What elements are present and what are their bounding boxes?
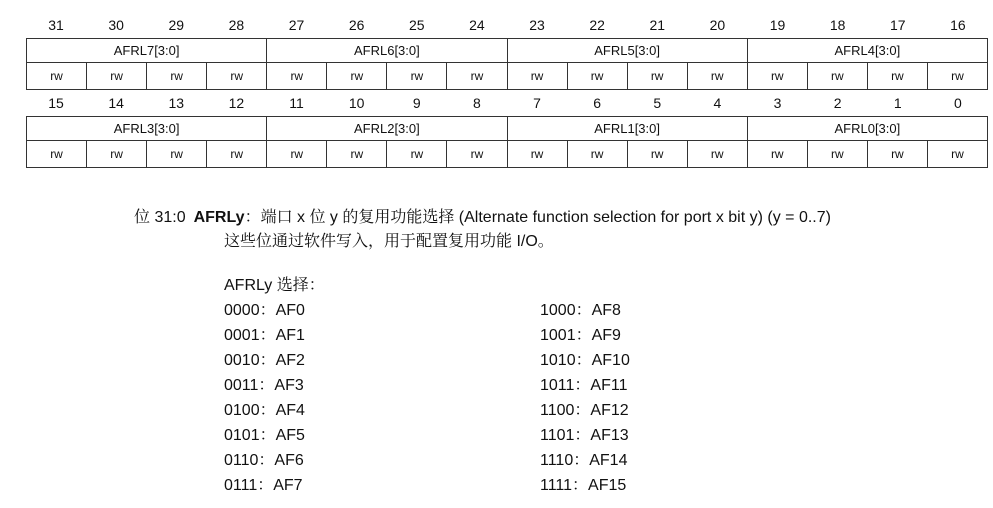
field-cell: AFRL2[3:0] xyxy=(267,116,507,140)
bit-number: 16 xyxy=(950,17,966,33)
access-cell: rw xyxy=(147,140,207,167)
selection-item: 1110：AF14 xyxy=(540,452,628,469)
bit-number: 8 xyxy=(473,95,481,111)
field-cell: AFRL4[3:0] xyxy=(748,38,988,62)
bit-number: 27 xyxy=(288,17,305,33)
selection-item: 1000：AF8 xyxy=(540,302,621,319)
access-cell: rw xyxy=(748,62,808,89)
access-cell: rw xyxy=(568,140,628,167)
access-cell: rw xyxy=(748,140,808,167)
bit-number: 30 xyxy=(108,17,124,33)
access-cell: rw xyxy=(87,62,147,89)
access-cell: rw xyxy=(327,62,387,89)
field-cell: AFRL1[3:0] xyxy=(508,116,748,140)
field-cell: AFRL5[3:0] xyxy=(508,38,748,62)
description-title: ：端口 x 位 y 的复用功能选择 (Alternate function selection for port x bit y) (y = 0..7) xyxy=(244,209,831,226)
bit-number: 7 xyxy=(533,95,541,111)
bit-number: 13 xyxy=(168,95,185,111)
upper-bit-numbers xyxy=(26,12,988,38)
selection-item: 1001：AF9 xyxy=(540,327,621,344)
selection-item: 0000：AF0 xyxy=(224,302,305,319)
field-cell: AFRL7[3:0] xyxy=(27,38,267,62)
access-cell: rw xyxy=(387,62,447,89)
access-cell: rw xyxy=(447,140,507,167)
bit-number: 17 xyxy=(890,17,906,33)
bit-number: 11 xyxy=(289,95,304,111)
selection-item: 0100：AF4 xyxy=(224,402,305,419)
bit-number: 24 xyxy=(469,17,485,33)
access-cell: rw xyxy=(27,62,87,89)
selection-table xyxy=(224,273,856,498)
selection-item: 1111：AF15 xyxy=(540,477,627,494)
selection-item: 1010：AF10 xyxy=(540,352,630,369)
access-cell: rw xyxy=(808,140,868,167)
access-cell: rw xyxy=(868,62,928,89)
access-cell: rw xyxy=(267,140,327,167)
lower-fields-row xyxy=(26,116,988,140)
access-cell: rw xyxy=(207,140,267,167)
field-cell: AFRL0[3:0] xyxy=(748,116,988,140)
selection-item: 0011：AF3 xyxy=(224,377,304,394)
access-cell: rw xyxy=(387,140,447,167)
access-cell: rw xyxy=(628,62,688,89)
selection-left-column xyxy=(224,298,540,498)
access-cell: rw xyxy=(87,140,147,167)
bit-number: 10 xyxy=(348,95,365,111)
selection-item: 1011：AF11 xyxy=(540,377,628,394)
bit-number: 0 xyxy=(954,95,962,111)
bit-number: 22 xyxy=(589,17,605,33)
selection-right-column xyxy=(540,298,856,498)
field-name: AFRLy xyxy=(193,209,245,226)
bit-number: 21 xyxy=(649,17,666,33)
lower-bit-numbers xyxy=(26,90,988,116)
selection-item: 1101：AF13 xyxy=(540,427,629,444)
bit-number: 29 xyxy=(168,17,185,33)
access-cell: rw xyxy=(27,140,87,167)
access-cell: rw xyxy=(808,62,868,89)
access-cell: rw xyxy=(688,62,748,89)
bit-number: 12 xyxy=(228,95,245,111)
selection-item: 0111：AF7 xyxy=(224,477,303,494)
field-description xyxy=(134,207,831,250)
selection-item: 0001：AF1 xyxy=(224,327,305,344)
bit-number: 15 xyxy=(48,95,64,111)
bit-number: 23 xyxy=(529,17,545,33)
bit-number: 4 xyxy=(713,95,722,111)
access-cell: rw xyxy=(267,62,327,89)
access-cell: rw xyxy=(147,62,207,89)
selection-title: AFRLy 选择： xyxy=(224,277,325,294)
access-cell: rw xyxy=(508,62,568,89)
lower-access-row xyxy=(26,140,988,168)
access-cell: rw xyxy=(508,140,568,167)
bit-number: 6 xyxy=(593,95,602,111)
access-cell: rw xyxy=(327,140,387,167)
access-cell: rw xyxy=(628,140,688,167)
access-cell: rw xyxy=(447,62,507,89)
bit-number: 3 xyxy=(773,95,782,111)
upper-fields-row xyxy=(26,38,988,62)
field-cell: AFRL6[3:0] xyxy=(267,38,507,62)
selection-item: 0110：AF6 xyxy=(224,452,304,469)
bit-number: 31 xyxy=(48,17,64,33)
field-cell: AFRL3[3:0] xyxy=(27,116,267,140)
access-cell: rw xyxy=(568,62,628,89)
bit-range: 位 31:0 xyxy=(134,209,186,226)
selection-item: 0010：AF2 xyxy=(224,352,305,369)
upper-access-row xyxy=(26,62,988,90)
bit-number: 1 xyxy=(893,95,902,111)
bit-number: 20 xyxy=(709,17,726,33)
bit-number: 25 xyxy=(409,17,425,33)
bit-number: 26 xyxy=(348,17,365,33)
access-cell: rw xyxy=(207,62,267,89)
description-body: 这些位通过软件写入，用于配置复用功能 I/O。 xyxy=(224,233,554,250)
bit-number: 9 xyxy=(412,95,421,111)
bit-number: 2 xyxy=(833,95,842,111)
bit-number: 18 xyxy=(829,17,846,33)
bit-number: 19 xyxy=(769,17,786,33)
register-map xyxy=(26,12,988,168)
access-cell: rw xyxy=(928,140,988,167)
selection-item: 1100：AF12 xyxy=(540,402,629,419)
selection-item: 0101：AF5 xyxy=(224,427,305,444)
access-cell: rw xyxy=(868,140,928,167)
bit-number: 28 xyxy=(228,17,245,33)
bit-number: 5 xyxy=(653,95,662,111)
access-cell: rw xyxy=(928,62,988,89)
access-cell: rw xyxy=(688,140,748,167)
description-heading xyxy=(134,207,831,229)
bit-number: 14 xyxy=(108,95,124,111)
